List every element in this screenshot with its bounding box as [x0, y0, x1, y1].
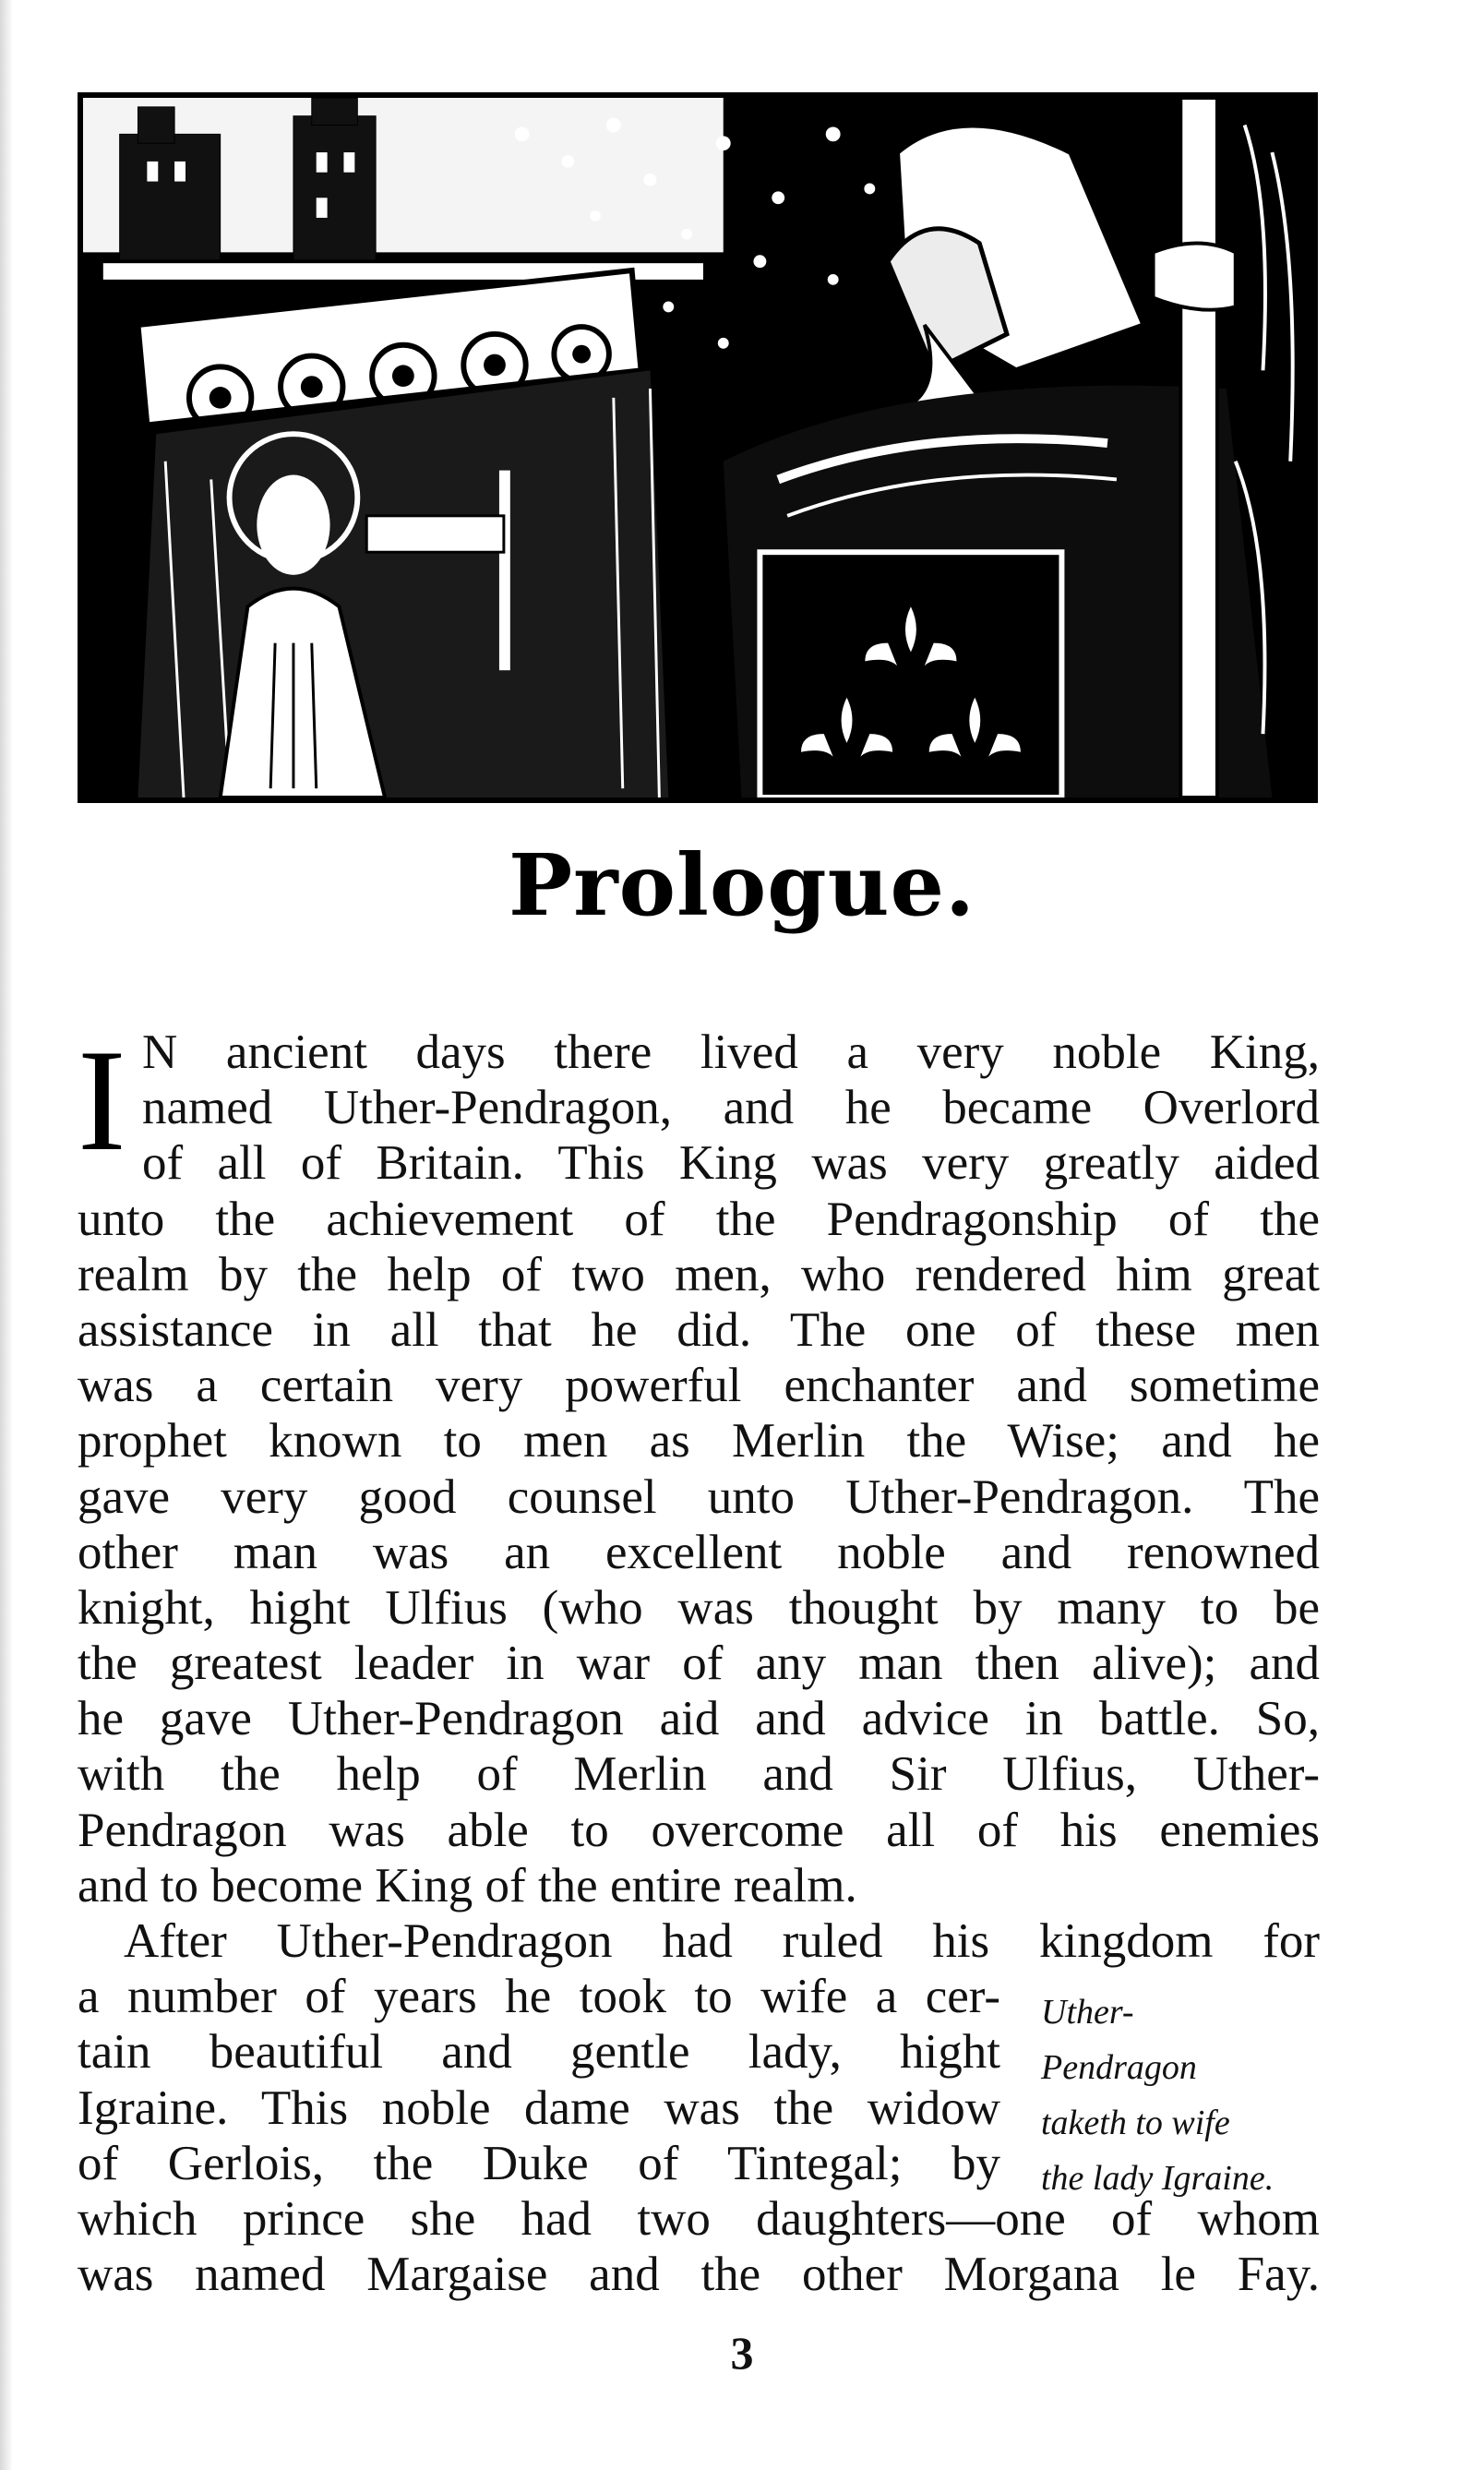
text-line: of all of Britain. This King was very greatly aided [142, 1136, 1320, 1191]
woodcut-illustration [78, 92, 1318, 803]
text-line: prophet known to men as Merlin the Wise; and he [78, 1414, 1320, 1469]
page-number: 3 [730, 2327, 754, 2379]
margin-note-line: taketh to wife [1041, 2104, 1230, 2142]
text-line: N ancient days there lived a very noble King, [142, 1025, 1320, 1079]
margin-note [1041, 1984, 1336, 2206]
text-line: was a certain very powerful enchanter and sometime [78, 1359, 1320, 1413]
text-line: Pendragon was able to overcome all of his enemies [78, 1803, 1320, 1857]
text-line: and to become King of the entire realm. [78, 1858, 857, 1912]
page-edge [0, 0, 13, 2470]
text-line: realm by the help of two men, who rendered him great [78, 1247, 1320, 1301]
text-line: a number of years he took to wife a cer- [78, 1970, 1000, 2024]
text-line: named Uther-Pendragon, and he became Overlord [142, 1081, 1320, 1135]
margin-note-line: Uther- [1041, 1993, 1134, 2032]
text-line: he gave Uther-Pendragon aid and advice in battle. So, [78, 1692, 1320, 1746]
text-line: which prince she had two daughters—one of whom [78, 2191, 1320, 2246]
text-line: Igraine. This noble dame was the widow [78, 2080, 1000, 2135]
text-line: knight, hight Ulfius (who was thought by many to be [78, 1580, 1320, 1635]
text-line: gave very good counsel unto Uther-Pendragon. The [78, 1469, 1320, 1524]
text-line: assistance in all that he did. The one of these men [78, 1302, 1320, 1357]
margin-note-line: Pendragon [1041, 2048, 1197, 2087]
text-line: the greatest leader in war of any man then alive); and [78, 1637, 1320, 1691]
margin-note-line: the lady Igraine. [1041, 2159, 1275, 2198]
text-line: tain beautiful and gentle lady, hight [78, 2025, 1000, 2080]
text-line: other man was an excellent noble and renowned [78, 1525, 1320, 1579]
drop-cap: I [78, 1020, 126, 1181]
text-line: unto the achievement of the Pendragonship of the [78, 1192, 1320, 1246]
text-line: with the help of Merlin and Sir Ulfius, Uther- [78, 1747, 1320, 1802]
page-title: Prologue. [508, 835, 976, 935]
text-line: of Gerlois, the Duke of Tintegal; by [78, 2136, 1000, 2190]
text-line: After Uther-Pendragon had ruled his kingdom for [124, 1914, 1320, 1968]
text-line: was named Margaise and the other Morgana le Fay. [78, 2248, 1320, 2302]
illustration-svg [83, 98, 1312, 797]
